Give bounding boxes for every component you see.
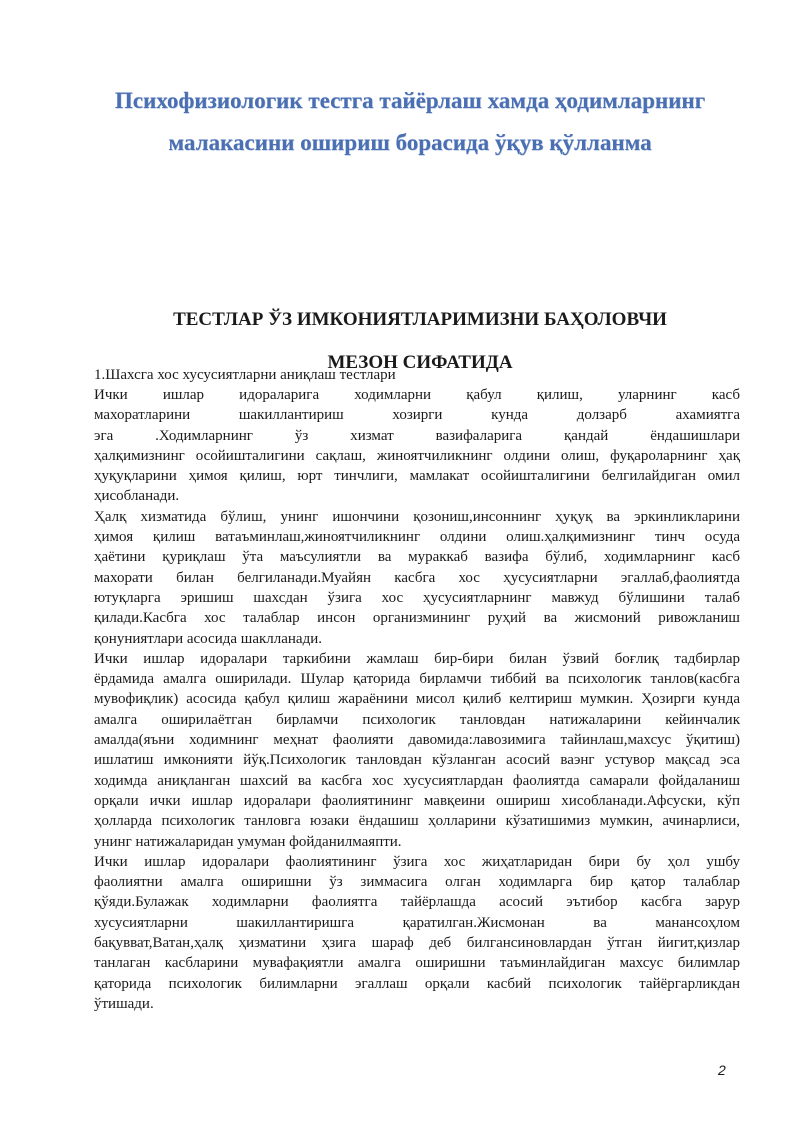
- text-line: эга .Ходимларнинг ўз хизмат вазифаларига қандай ёндашишлари: [94, 427, 740, 444]
- text-line: Ички ишлар идоралари таркибини жамлаш бир-бири билан ўзвий боғлиқ тадбирлар: [94, 650, 740, 667]
- text-line: ходимда аниқланган шахсий ва касбга хос хусусиятлардан фаолиятда самарали фойдаланиш: [94, 772, 740, 789]
- body-text: [94, 385, 740, 1014]
- text-line: қаторида психологик билимларни эгаллаш орқали касбий психологик тайёргарликдан: [94, 975, 740, 992]
- text-line: бақувват,Ватан,ҳалқ ҳизматини ҳзига шараф деб билгансиновлардан ўтган йигит,қизлар: [94, 935, 740, 952]
- text-line: унинг натижаларидан умуман фойданилмаяпти.: [94, 833, 402, 850]
- section-heading-line: МЕЗОН СИФАТИДА: [327, 352, 513, 373]
- subsection-heading: 1.Шахсга хос хусусиятларни аниқлаш тестлари: [94, 367, 396, 383]
- text-line: мувофиқлик) асосида қабул қилиш жараёнини мисол қилиб келтириш мумкин. Ҳозирги кунда: [94, 691, 740, 708]
- text-line: махорати билан белгиланади.Муайян касбга хос ҳусусиятларни эгаллаб,фаолиятда: [94, 569, 740, 586]
- text-line: ютуқларга эришиш шахсдан ўзига хос ҳусусиятларнинг мавжуд бўлишини талаб: [94, 589, 740, 606]
- text-line: ҳалқимизнинг осойишталигини сақлаш, жиноятчиликнинг олдини олиш, фуқароларнинг ҳақ: [94, 447, 740, 464]
- text-line: қонуниятлари асосида шаклланади.: [94, 630, 323, 647]
- text-line: Ички ишлар идоралари фаолиятининг ўзига хос жиҳатларидан бири бу ҳол ушбу: [94, 853, 740, 870]
- document-title: [80, 80, 740, 164]
- text-line: ҳуқуқларини ҳимоя қилиш, юрт тинчлиги, мамлакат осойишталигини белгилайдиган омил: [94, 468, 740, 485]
- title-line: Психофизиологик тестга тайёрлаш хамда ҳодимларнинг: [114, 88, 706, 113]
- text-line: фаолиятни амалга оширишни ўз зиммасига олган ходимларга бир қатор талаблар: [94, 874, 740, 891]
- text-line: орқали ички ишлар идоралари фаолиятининг мавқеини ошириш хисобланади.Афсуски, кўп: [94, 792, 740, 809]
- text-line: Ҳалқ хизматида бўлиш, унинг ишончини қозониш,инсоннинг ҳуқуқ ва эркинликларини: [94, 508, 740, 525]
- text-line: ҳисобланади.: [94, 488, 180, 505]
- text-line: ҳаётини қуриқлаш ўта маъсулиятли ва мураккаб вазифа бўлиб, ходимларнинг касб: [94, 549, 740, 566]
- paragraph-3: [94, 649, 740, 852]
- text-line: хусусиятларни шакиллантиришга қаратилган.Жисмонан ва манансоҳлом: [94, 914, 740, 931]
- text-line: қўяди.Булажак ходимларни фаолиятга тайёрлашда асосий эътибор касбга зарур: [94, 894, 740, 911]
- text-line: амалда(яъни ходимнинг меҳнат фаолияти давомида:лавозимига тайинлаш,махсус ўқитиш): [94, 732, 740, 749]
- text-line: амалга оширилаётган бирламчи психологик танловдан натижаларини кейинчалик: [94, 711, 740, 728]
- section-heading-line: ТЕСТЛАР ЎЗ ИМКОНИЯТЛАРИМИЗНИ БАҲОЛОВЧИ: [173, 309, 667, 330]
- text-line: қилади.Касбга хос талаблар инсон организмининг руҳий ва жисмоний ривожланиш: [94, 610, 740, 627]
- text-line: ёрдамида амалга оширилади. Шулар қаторида бирламчи тиббий ва психологик танлов(касбга: [94, 671, 740, 688]
- paragraph-4: [94, 852, 740, 1014]
- text-line: ўтишади.: [94, 995, 154, 1012]
- text-line: ҳолларда психологик танловга юзаки ёндашиш ҳолларини кўзатишимиз мумкин, ачинарлиси,: [94, 813, 740, 830]
- text-line: ишлатиш имконияти йўқ.Психологик танловдан кўзланган асосий ваэнг устувор мақсад эса: [94, 752, 740, 769]
- text-line: Ички ишлар идораларига ходимларни қабул қилиш, уларнинг касб: [94, 387, 740, 403]
- text-line: танлаган касбларини мувафақиятли амалга оширишни таъминлайдиган махсус билимлар: [94, 955, 740, 972]
- paragraph-2: [94, 507, 740, 649]
- text-line: махоратларини шакиллантириш хозирги кунда долзарб ахамиятга: [94, 407, 740, 424]
- page-number: 2: [718, 1062, 726, 1078]
- text-line: ҳимоя қилиш ватаъминлаш,жиноятчиликнинг олдини олиш.ҳалқимизнинг тинч осуда: [94, 529, 740, 546]
- title-line: малакасини ошириш борасида ўқув қўлланма: [168, 130, 652, 155]
- paragraph-1: [94, 385, 740, 507]
